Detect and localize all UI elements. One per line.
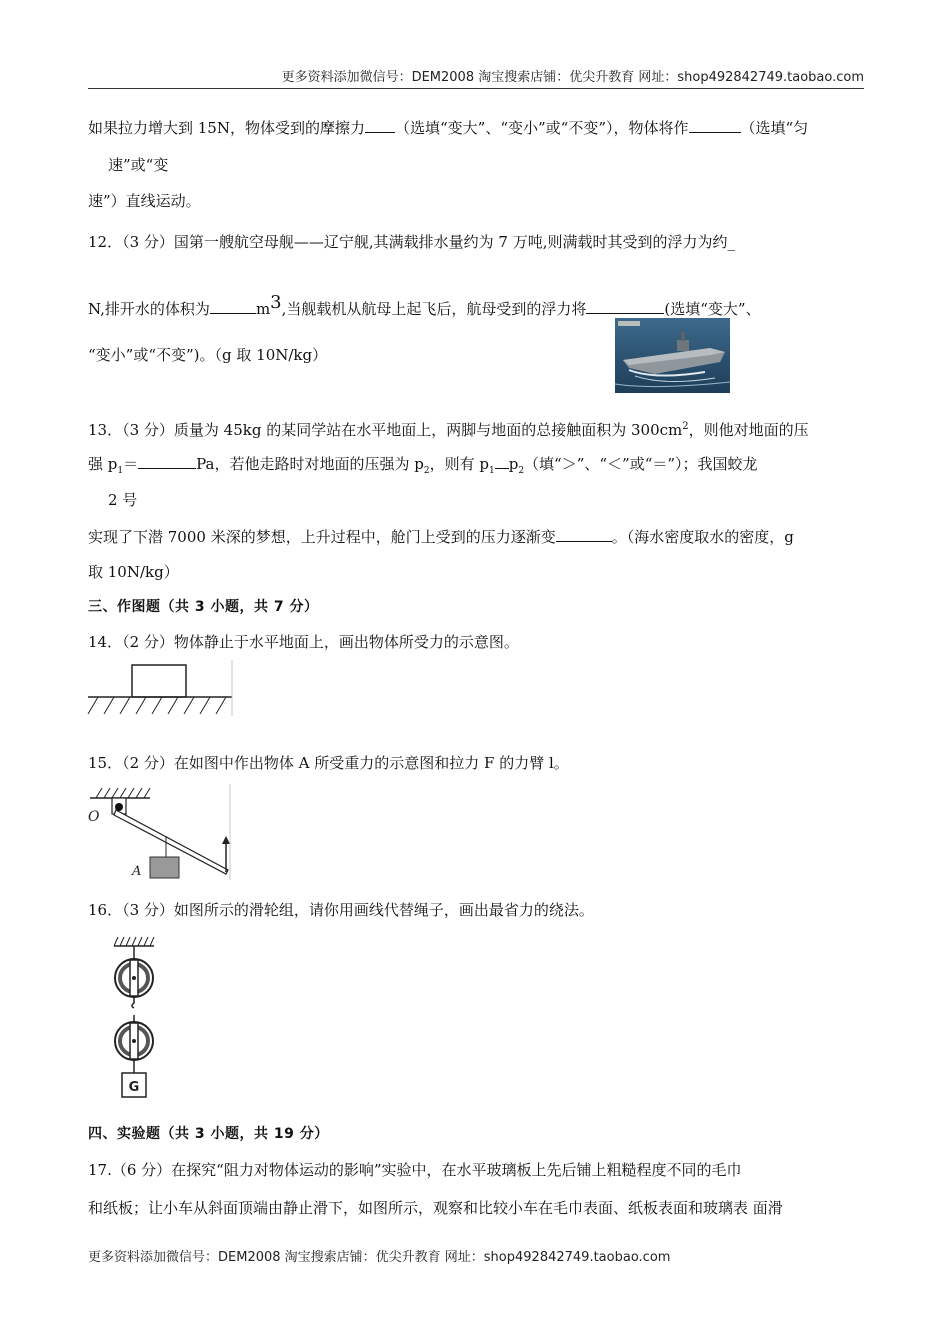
- q13-blank-force[interactable]: [556, 526, 612, 542]
- q12-blank-buoyancy[interactable]: [586, 298, 664, 314]
- section-3-title: 三、作图题（共 3 小题，共 7 分）: [88, 599, 319, 615]
- q14-block-on-ground-figure: [88, 660, 236, 718]
- movable-pulley: [115, 1022, 153, 1060]
- q17-line1: 17.（6 分）在探究“阻力对物体运动的影响”实验中，在水平玻璃板上先后铺上粗糙程度不同的毛巾: [88, 1161, 742, 1179]
- q11-blank-motion[interactable]: [689, 117, 741, 133]
- hook-top: [132, 997, 134, 1008]
- q14-text: 14．（2 分）物体静止于水平地面上，画出物体所受力的示意图。: [88, 633, 519, 651]
- q16-pulley-system-figure: [108, 935, 164, 1100]
- q13-line1: 13．（3 分）质量为 45kg 的某同学站在水平地面上，两脚与地面的总接触面积为 $300cm^2$，则他对地面的压: [88, 421, 809, 439]
- q11-line2: 速”或“变: [108, 156, 169, 174]
- q11-line3: 速”）直线运动。: [88, 192, 201, 210]
- label-g: G: [128, 1080, 140, 1095]
- q16-text: 16．（3 分）如图所示的滑轮组，请你用画线代替绳子，画出最省力的绕法。: [88, 901, 594, 919]
- q13-blank-pressure[interactable]: [138, 453, 196, 469]
- object-a: [150, 857, 179, 878]
- q12-line3: “变小”或“不变”)。（g 取 10N/kg）: [88, 346, 328, 364]
- q13-line2: 强 $p_1= Pa$，若他走路时对地面的压强为 $p_2$，则有 $p_1$ $p_2$（填“＞”、“＜”或“＝”）；我国蛟龙: [88, 455, 758, 476]
- q13-line4: 实现了下潜 7000 米深的梦想，上升过程中，舱门上受到的压力逐渐变 。（海水密度取水的密度，g: [88, 528, 794, 546]
- header-rule: [88, 88, 864, 89]
- q15-lever-figure: [86, 784, 231, 880]
- ground-hatching: [88, 697, 226, 714]
- q17-line2: 和纸板；让小车从斜面顶端由静止滑下，如图所示，观察和比较小车在毛巾表面、纸板表面和玻璃表 面滑: [88, 1199, 783, 1217]
- q12-line1: 12．（3 分）国第一艘航空母舰——辽宁舰,其满载排水量约为 7 万吨,则满载时其受到的浮力为约_: [88, 233, 736, 251]
- aircraft-carrier-photo: [615, 318, 730, 393]
- q11-line1: 如果拉力增大到 15N，物体受到的摩擦力 （选填“变大”、“变小”或“不变”），物体将作 （选填“匀: [88, 119, 809, 137]
- label-o: O: [88, 809, 100, 825]
- q11-blank-friction[interactable]: [365, 117, 395, 133]
- q12-line2: N,排开水的体积为 m3,当舰载机从航母上起飞后，航母受到的浮力将 (选填“变大”、: [88, 292, 761, 318]
- page-header: 更多资料添加微信号：DEM2008 淘宝搜索店铺：优尖升教育 网址：shop492842749.taobao.com: [281, 70, 864, 85]
- section-4-title: 四、实验题（共 3 小题，共 19 分）: [88, 1126, 329, 1142]
- q12-blank-volume[interactable]: [210, 298, 256, 314]
- q13-blank-compare[interactable]: [495, 453, 509, 469]
- q13-line3: 2 号: [108, 491, 138, 509]
- page-footer: 更多资料添加微信号：DEM2008 淘宝搜索店铺：优尖升教育 网址：shop492842749.taobao.com: [88, 1250, 671, 1265]
- q15-text: 15．（2 分）在如图中作出物体 A 所受重力的示意图和拉力 F 的力臂 l。: [88, 754, 569, 772]
- fixed-pulley: [115, 959, 153, 997]
- label-a: A: [132, 864, 142, 879]
- block-body: [132, 665, 186, 697]
- q13-line5: 取 10N/kg）: [88, 563, 179, 581]
